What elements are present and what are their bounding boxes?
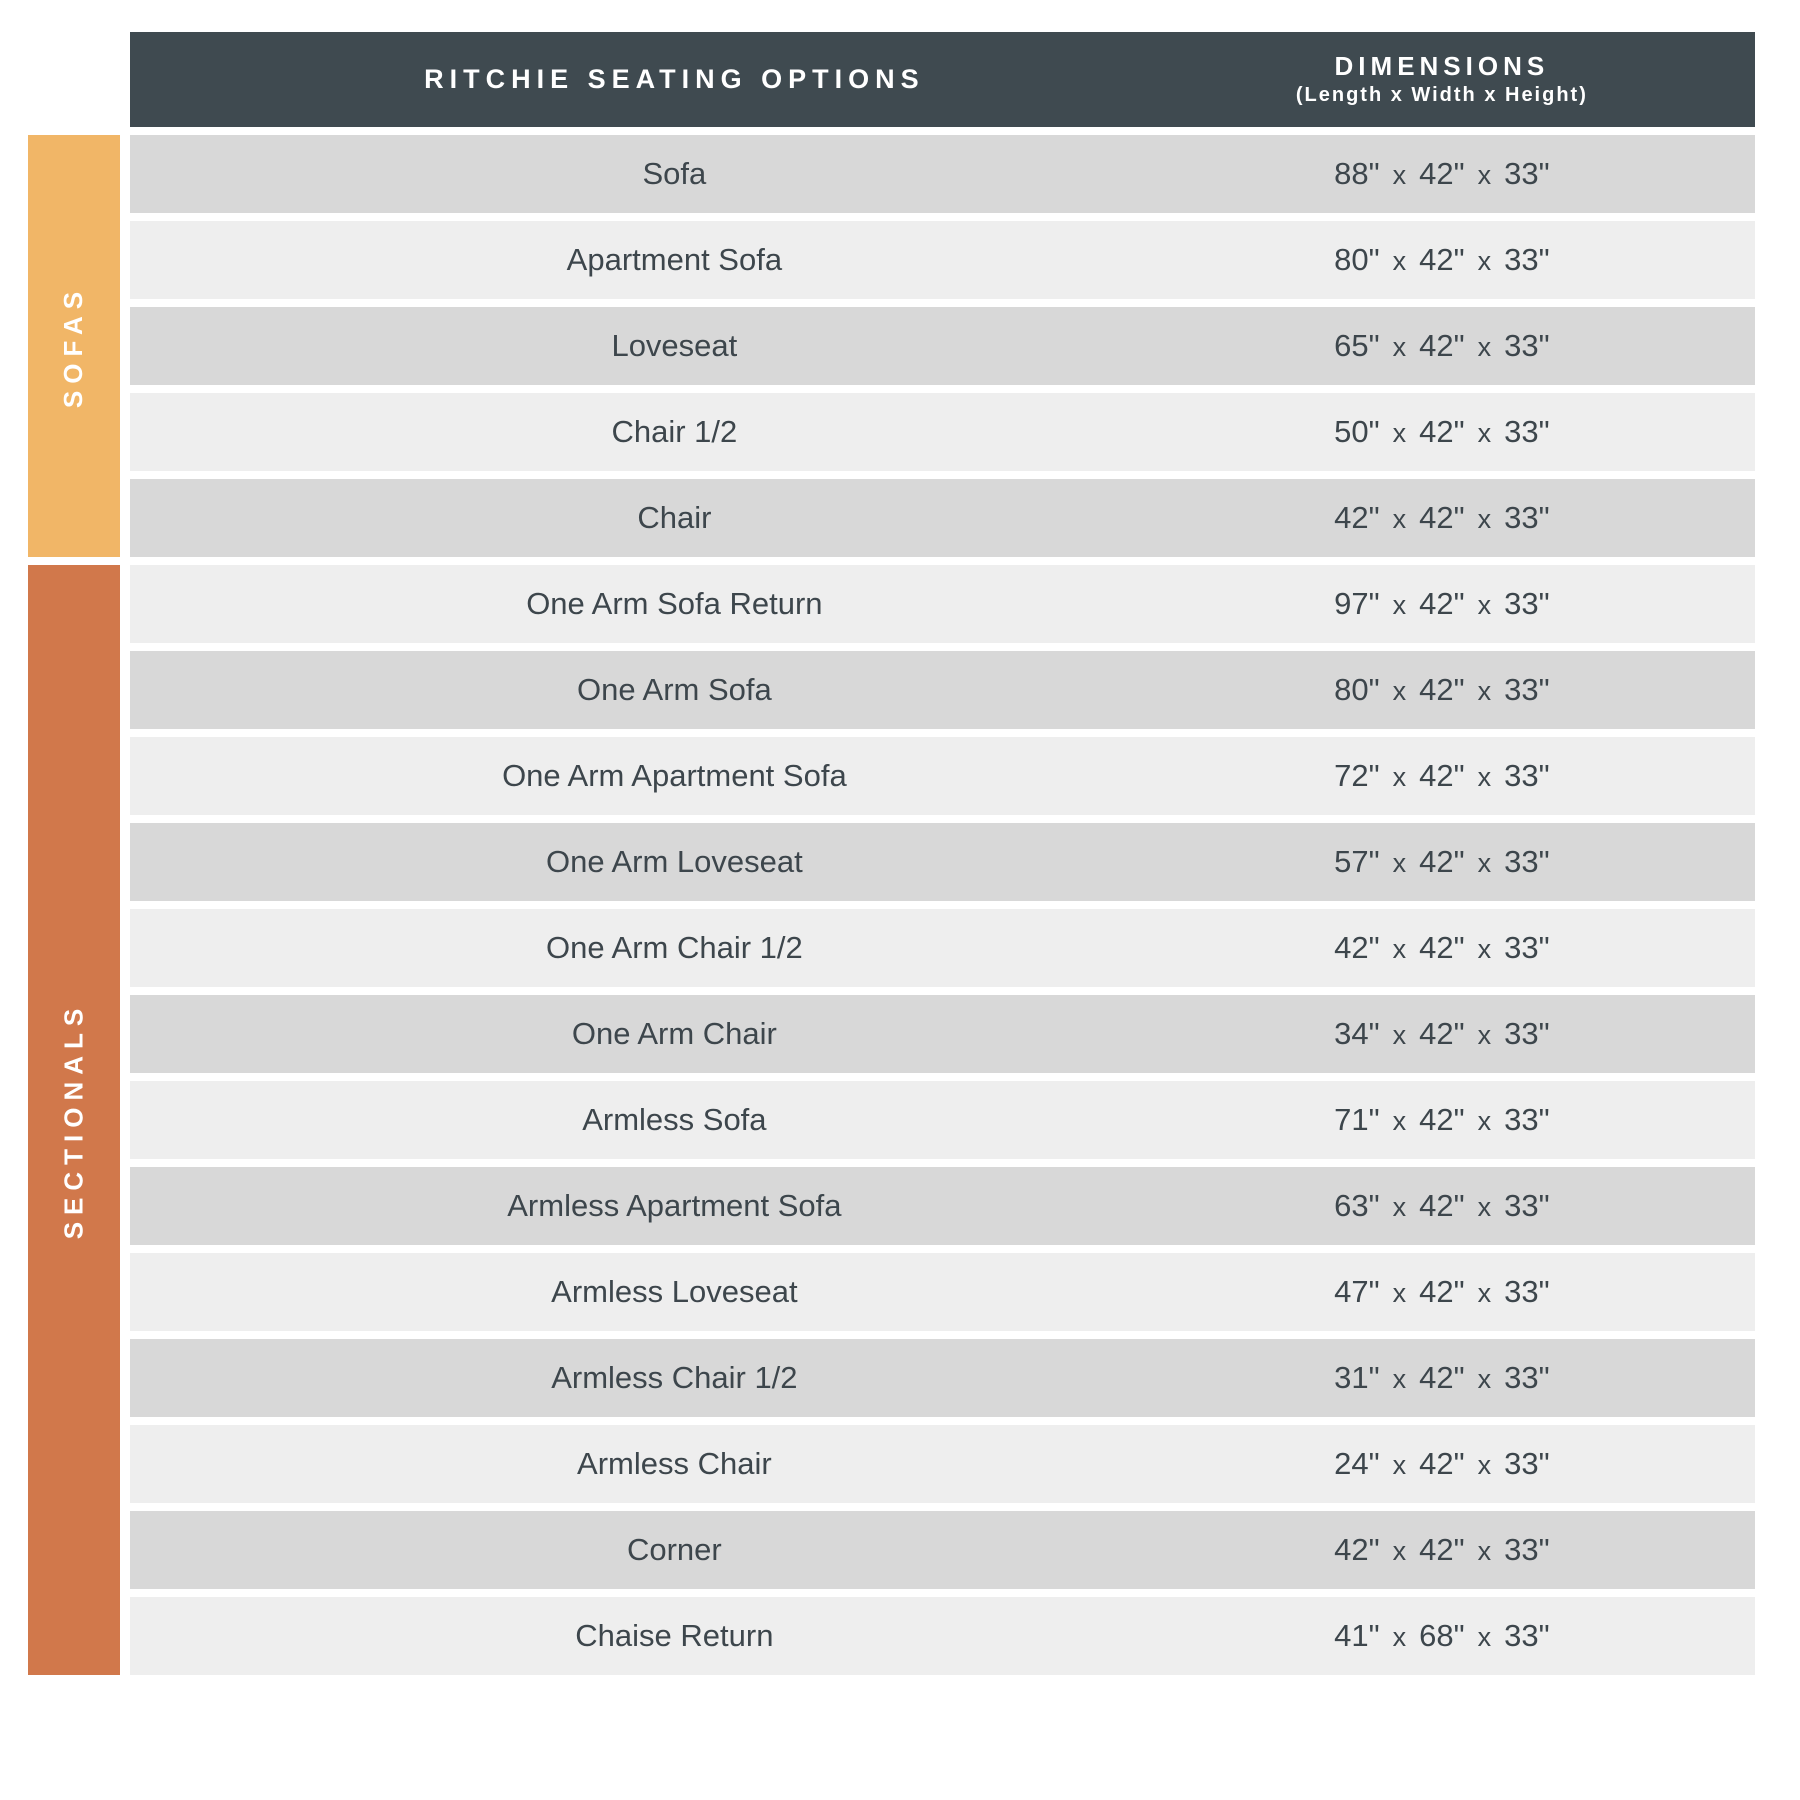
- product-name: One Arm Apartment Sofa: [502, 758, 847, 793]
- dim-width: 68": [1419, 1618, 1465, 1653]
- group-bar-sofas: [28, 135, 120, 557]
- dim-separator: x: [1477, 1622, 1492, 1652]
- dim-separator: x: [1392, 1536, 1407, 1566]
- table-header: [130, 32, 1755, 127]
- dim-separator: x: [1392, 1192, 1407, 1222]
- dim-height: 33": [1504, 1102, 1550, 1137]
- dim-width: 42": [1419, 1188, 1465, 1223]
- table-row: [130, 479, 1755, 557]
- dim-separator: x: [1392, 504, 1407, 534]
- dim-width: 42": [1419, 414, 1465, 449]
- dim-height: 33": [1504, 328, 1550, 363]
- product-dimensions: [1219, 586, 1755, 622]
- dim-height: 33": [1504, 586, 1550, 621]
- dim-height: 33": [1504, 844, 1550, 879]
- dim-separator: x: [1392, 246, 1407, 276]
- product-name: Armless Sofa: [582, 1102, 767, 1137]
- product-dimensions: [1219, 1274, 1755, 1310]
- dim-separator: x: [1477, 848, 1492, 878]
- dim-separator: x: [1392, 934, 1407, 964]
- dim-separator: x: [1392, 762, 1407, 792]
- product-dimensions: [1219, 242, 1755, 278]
- table-row: [130, 909, 1755, 987]
- dim-length: 31": [1334, 1360, 1380, 1395]
- seating-options-table: [130, 32, 1755, 1683]
- dim-separator: x: [1392, 1278, 1407, 1308]
- dim-separator: x: [1392, 418, 1407, 448]
- table-row: [130, 307, 1755, 385]
- dim-separator: x: [1477, 676, 1492, 706]
- dim-separator: x: [1477, 1536, 1492, 1566]
- table-row: [130, 1597, 1755, 1675]
- dim-separator: x: [1477, 246, 1492, 276]
- table-row: [130, 565, 1755, 643]
- dim-length: 34": [1334, 1016, 1380, 1051]
- dim-length: 88": [1334, 156, 1380, 191]
- dim-height: 33": [1504, 930, 1550, 965]
- product-name: One Arm Sofa Return: [526, 586, 823, 621]
- dim-separator: x: [1477, 1278, 1492, 1308]
- product-dimensions: [1219, 930, 1755, 966]
- dim-separator: x: [1392, 332, 1407, 362]
- dim-separator: x: [1477, 418, 1492, 448]
- dim-length: 50": [1334, 414, 1380, 449]
- product-dimensions: [1219, 500, 1755, 536]
- product-name: Armless Chair 1/2: [551, 1360, 798, 1395]
- dim-height: 33": [1504, 500, 1550, 535]
- product-dimensions: [1219, 328, 1755, 364]
- dim-length: 97": [1334, 586, 1380, 621]
- dim-separator: x: [1477, 160, 1492, 190]
- product-name: Armless Chair: [577, 1446, 772, 1481]
- product-name: One Arm Chair: [571, 1016, 777, 1051]
- product-dimensions: [1219, 1360, 1755, 1396]
- dim-length: 24": [1334, 1446, 1380, 1481]
- product-dimensions: [1219, 1446, 1755, 1482]
- product-name: Corner: [626, 1532, 722, 1567]
- dim-length: 63": [1334, 1188, 1380, 1223]
- dim-separator: x: [1392, 1364, 1407, 1394]
- dim-separator: x: [1477, 1192, 1492, 1222]
- dim-separator: x: [1477, 1450, 1492, 1480]
- dim-width: 42": [1419, 586, 1465, 621]
- dim-width: 42": [1419, 1360, 1465, 1395]
- dim-length: 80": [1334, 672, 1380, 707]
- dim-width: 42": [1419, 156, 1465, 191]
- dim-separator: x: [1392, 1622, 1407, 1652]
- dim-height: 33": [1504, 672, 1550, 707]
- dim-width: 42": [1419, 1532, 1465, 1567]
- product-dimensions: [1219, 156, 1755, 192]
- dim-separator: x: [1392, 160, 1407, 190]
- dim-width: 42": [1419, 242, 1465, 277]
- dim-height: 33": [1504, 1274, 1550, 1309]
- dim-separator: x: [1392, 1106, 1407, 1136]
- table-row: [130, 1511, 1755, 1589]
- table-row: [130, 823, 1755, 901]
- dim-separator: x: [1392, 1450, 1407, 1480]
- product-dimensions: [1219, 1532, 1755, 1568]
- product-dimensions: [1219, 844, 1755, 880]
- product-name: Armless Apartment Sofa: [507, 1188, 842, 1223]
- dim-length: 80": [1334, 242, 1380, 277]
- dimensions-label: DIMENSIONS: [1334, 51, 1550, 82]
- dim-width: 42": [1419, 930, 1465, 965]
- dim-width: 42": [1419, 758, 1465, 793]
- dim-width: 42": [1419, 1446, 1465, 1481]
- dim-length: 71": [1334, 1102, 1380, 1137]
- table-row: [130, 135, 1755, 213]
- dim-separator: x: [1392, 848, 1407, 878]
- dim-height: 33": [1504, 242, 1550, 277]
- table-row: [130, 221, 1755, 299]
- product-dimensions: [1219, 1188, 1755, 1224]
- dim-height: 33": [1504, 156, 1550, 191]
- product-name: One Arm Chair 1/2: [546, 930, 803, 965]
- dim-length: 41": [1334, 1618, 1380, 1653]
- product-name: One Arm Sofa: [577, 672, 772, 707]
- table-row: [130, 995, 1755, 1073]
- table-row: [130, 737, 1755, 815]
- dim-separator: x: [1477, 1106, 1492, 1136]
- dimensions-header: [1219, 52, 1755, 107]
- dim-height: 33": [1504, 414, 1550, 449]
- product-dimensions: [1219, 758, 1755, 794]
- group-label-sofas: SOFAS: [58, 284, 89, 408]
- dim-length: 42": [1334, 930, 1380, 965]
- product-dimensions: [1219, 1618, 1755, 1654]
- dim-width: 42": [1419, 672, 1465, 707]
- dim-height: 33": [1504, 1188, 1550, 1223]
- product-name: Armless Loveseat: [551, 1274, 798, 1309]
- table-row: [130, 393, 1755, 471]
- dim-separator: x: [1477, 504, 1492, 534]
- product-name: Chair 1/2: [611, 414, 738, 449]
- dim-separator: x: [1477, 332, 1492, 362]
- table-row: [130, 1081, 1755, 1159]
- dim-height: 33": [1504, 1016, 1550, 1051]
- dim-length: 57": [1334, 844, 1380, 879]
- table-row: [130, 1253, 1755, 1331]
- dim-separator: x: [1477, 934, 1492, 964]
- dim-height: 33": [1504, 758, 1550, 793]
- dim-length: 47": [1334, 1274, 1380, 1309]
- product-dimensions: [1219, 1102, 1755, 1138]
- dim-length: 65": [1334, 328, 1380, 363]
- dim-width: 42": [1419, 500, 1465, 535]
- dim-separator: x: [1477, 1364, 1492, 1394]
- dim-length: 42": [1334, 500, 1380, 535]
- dim-height: 33": [1504, 1618, 1550, 1653]
- dim-separator: x: [1477, 762, 1492, 792]
- dim-separator: x: [1392, 1020, 1407, 1050]
- table-row: [130, 1167, 1755, 1245]
- table-title: RITCHIE SEATING OPTIONS: [424, 64, 925, 94]
- dimensions-sublabel: (Length x Width x Height): [1295, 83, 1588, 106]
- dim-width: 42": [1419, 1102, 1465, 1137]
- dim-length: 72": [1334, 758, 1380, 793]
- dim-separator: x: [1392, 590, 1407, 620]
- product-dimensions: [1219, 672, 1755, 708]
- dim-separator: x: [1392, 676, 1407, 706]
- group-label-sectionals: SECTIONALS: [58, 1001, 89, 1239]
- table-row: [130, 1425, 1755, 1503]
- product-name: Apartment Sofa: [566, 242, 783, 277]
- dim-height: 33": [1504, 1360, 1550, 1395]
- product-name: Sofa: [642, 156, 707, 191]
- dim-width: 42": [1419, 328, 1465, 363]
- group-bar-sectionals: [28, 565, 120, 1675]
- dim-height: 33": [1504, 1532, 1550, 1567]
- table-body: [130, 135, 1755, 1675]
- dim-width: 42": [1419, 1274, 1465, 1309]
- product-name: Chair: [637, 500, 712, 535]
- dim-height: 33": [1504, 1446, 1550, 1481]
- dim-width: 42": [1419, 844, 1465, 879]
- product-name: Loveseat: [611, 328, 738, 363]
- table-row: [130, 651, 1755, 729]
- dim-separator: x: [1477, 590, 1492, 620]
- dim-length: 42": [1334, 1532, 1380, 1567]
- product-dimensions: [1219, 414, 1755, 450]
- table-row: [130, 1339, 1755, 1417]
- product-dimensions: [1219, 1016, 1755, 1052]
- dim-separator: x: [1477, 1020, 1492, 1050]
- product-name: One Arm Loveseat: [546, 844, 803, 879]
- product-name: Chaise Return: [575, 1618, 774, 1653]
- dim-width: 42": [1419, 1016, 1465, 1051]
